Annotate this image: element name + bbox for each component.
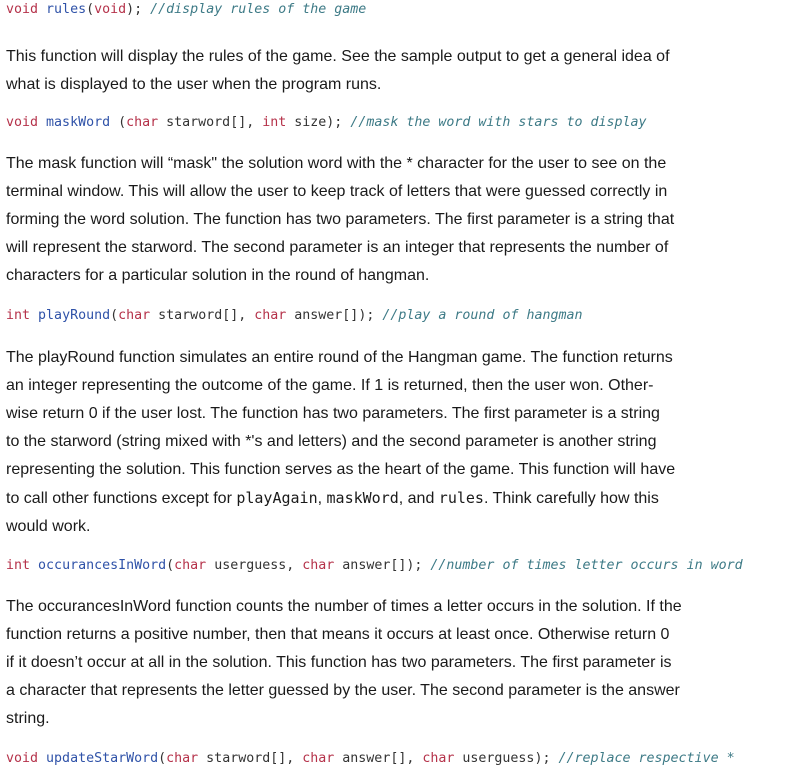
code-signature-updatestarword: void updateStarWord(char starword[], char answer[], char userguess); //replace respective *: [6, 751, 735, 766]
paragraph-rules: This function will display the rules of the game. See the sample output to get a general idea of what is displayed to the user when the program runs.: [6, 48, 670, 93]
paragraph-maskword: The mask function will “mask" the solution word with the * character for the user to see on the terminal window. This will allow the user to keep track of letters that were guessed correctly in forming the word solution. The function has two parameters. The first parameter is a string that will represent the starword. The second parameter is an integer that represents the number of characters for a particular solution in the round of hangman.: [6, 155, 675, 284]
code-signature-playround: int playRound(char starword[], char answer[]); //play a round of hangman: [6, 308, 583, 323]
code-comment: //number of times letter occurs in word: [430, 558, 743, 573]
inline-code-playagain: playAgain: [236, 489, 318, 507]
code-signature-rules: void rules(void); //display rules of the game: [6, 2, 367, 17]
paragraph-occurancesinword: The occurancesInWord function counts the number of times a letter occurs in the solution. If the function returns a positive number, then that means it occurs at least once. Otherwise return 0 if it doesn’t occur at all in the solution. This function has two parameters. The first parameter is a character that represents the letter guessed by the user. The second parameter is the answer string.: [6, 598, 682, 727]
code-signature-occurancesinword: int occurancesInWord(char userguess, char answer[]); //number of times letter occurs in word: [6, 558, 743, 573]
inline-code-maskword: maskWord: [326, 489, 399, 507]
code-comment: //mask the word with stars to display: [350, 115, 647, 130]
paragraph-playround: The playRound function simulates an entire round of the Hangman game. The function returns an integer representing the outcome of the game. If 1 is returned, then the user won. Other- wise return 0 if the user lost. The function has two parameters. The first parameter is a string to the starword (string mixed with *'s and letters) and the second parameter is another string representing the solution. This function serves as the heart of the game. This function will have to call other functions except for playAgain, maskWord, and rules. Think carefully how this would work.: [6, 344, 806, 541]
code-signature-maskword: void maskWord (char starword[], int size); //mask the word with stars to display: [6, 115, 647, 130]
code-comment: //play a round of hangman: [382, 308, 583, 323]
paragraph-line-with-code: to call other functions except for playAgain, maskWord, and rules. Think carefully how this: [6, 489, 659, 507]
code-comment: //display rules of the game: [150, 2, 367, 17]
inline-code-rules: rules: [438, 489, 484, 507]
code-comment: //replace respective *: [558, 751, 735, 766]
